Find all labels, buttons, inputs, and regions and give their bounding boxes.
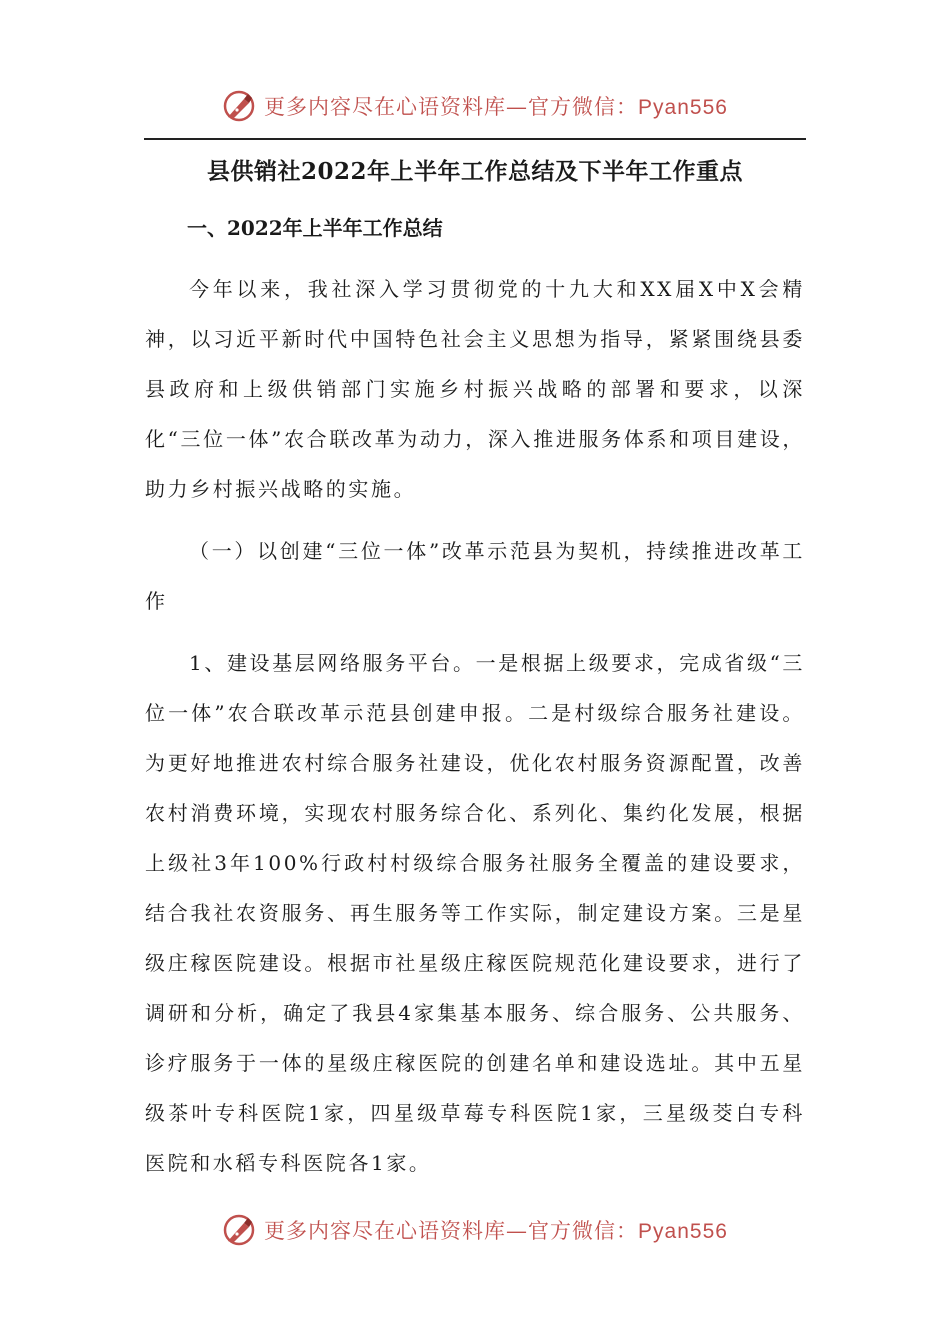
banner-text (264, 91, 728, 121)
document-title: 县供销社2022年上半年工作总结及下半年工作重点 (206, 158, 743, 185)
paragraph-subheading: （一）以创建“三位一体”改革示范县为契机，持续推进改革工作 (145, 539, 805, 613)
pen-nib-circle-icon (222, 1213, 256, 1247)
paragraph-intro: 今年以来，我社深入学习贯彻党的十九大和XX届X中X会精神，以习近平新时代中国特色社会主义思想为指导，紧紧围绕县委县政府和上级供销部门实施乡村振兴战略的部署和要求，以深化“三位一体”农合联改革为动力，深入推进服务体系和项目建设，助力乡村振兴战略的实施。 (145, 277, 805, 501)
header-banner (0, 86, 950, 126)
banner-dash: — (506, 1219, 529, 1243)
banner-official-label: 官方微信： (528, 95, 639, 119)
banner-text (264, 1215, 728, 1245)
section-heading: 一、2022年上半年工作总结 (187, 216, 443, 240)
banner-wechat-handle: Pyan556 (638, 1220, 728, 1243)
pen-nib-circle-icon (222, 89, 256, 123)
banner-dash: — (506, 95, 529, 119)
banner-official-label: 官方微信： (528, 1219, 639, 1243)
banner-wechat-handle: Pyan556 (638, 96, 728, 119)
document-body (145, 150, 805, 1188)
header-divider (144, 138, 806, 140)
banner-slogan: 更多内容尽在心语资料库 (264, 1219, 507, 1243)
footer-banner (0, 1210, 950, 1250)
banner-slogan: 更多内容尽在心语资料库 (264, 95, 507, 119)
paragraph-detail: 1、建设基层网络服务平台。一是根据上级要求，完成省级“三位一体”农合联改革示范县创建申报。二是村级综合服务社建设。为更好地推进农村综合服务社建设，优化农村服务资源配置，改善农村消费环境，实现农村服务综合化、系列化、集约化发展，根据上级社3年100%行政村村级综合服务社服务全覆盖的建设要求，结合我社农资服务、再生服务等工作实际，制定建设方案。三是星级庄稼医院建设。根据市社星级庄稼医院规范化建设要求，进行了调研和分析，确定了我县4家集基本服务、综合服务、公共服务、诊疗服务于一体的星级庄稼医院的创建名单和建设选址。其中五星级茶叶专科医院1家，四星级草莓专科医院1家，三星级茭白专科医院和水稻专科医院各1家。 (145, 651, 805, 1175)
